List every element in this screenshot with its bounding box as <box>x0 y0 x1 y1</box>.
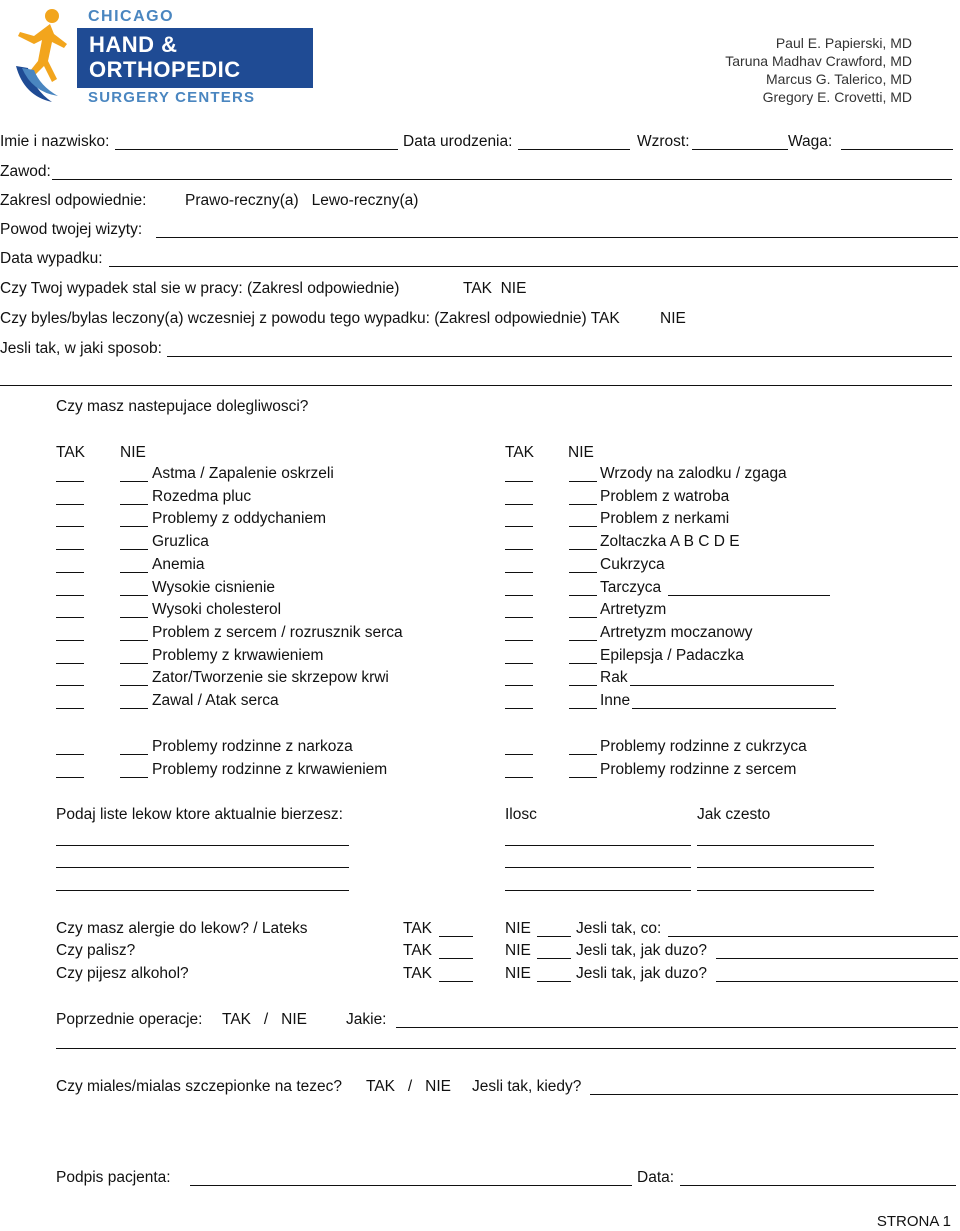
amount-field[interactable] <box>505 867 691 868</box>
occupation-label: Zawod: <box>0 163 51 180</box>
nie-blank[interactable] <box>120 504 148 505</box>
alcohol-followup: Jesli tak, jak duzo? <box>576 965 707 982</box>
prior-treatment-question: Czy byles/bylas leczony(a) wczesniej z powodu tego wypadku: (Zakresl odpowiednie) TAK <box>0 310 620 327</box>
height-label: Wzrost: <box>637 133 690 150</box>
medications-label: Podaj liste lekow ktore aktualnie bierzesz: <box>56 806 343 823</box>
logo-line-1: CHICAGO <box>88 8 175 25</box>
allergy-nie: NIE <box>505 920 531 937</box>
tetanus-question: Czy miales/mialas szczepionke na tezec? <box>56 1078 343 1095</box>
nie-blank[interactable] <box>120 640 148 641</box>
condition-label: Problem z nerkami <box>600 510 730 528</box>
doctor-name: Gregory E. Crovetti, MD <box>762 89 912 105</box>
dob-field[interactable] <box>518 149 630 150</box>
weight-label: Waga: <box>788 133 833 150</box>
condition-label: Problem z watroba <box>600 487 730 505</box>
tak-blank[interactable] <box>56 572 84 573</box>
allergy-detail-field[interactable] <box>668 936 958 937</box>
alcohol-nie-field[interactable] <box>537 981 571 982</box>
tak-blank[interactable] <box>505 481 533 482</box>
surgeries-options[interactable]: TAK / NIE <box>222 1011 307 1028</box>
surgeries-field[interactable] <box>396 1027 958 1028</box>
nie-header-left: NIE <box>120 444 146 461</box>
nie-blank[interactable] <box>569 754 597 755</box>
nie-blank[interactable] <box>569 481 597 482</box>
logo-box <box>77 28 313 88</box>
signature-label: Podpis pacjenta: <box>56 1169 171 1186</box>
condition-label: Problemy rodzinne z sercem <box>600 760 797 778</box>
work-accident-question: Czy Twoj wypadek stal sie w pracy: (Zakresl odpowiednie) <box>0 280 400 297</box>
conditions-question: Czy masz nastepujace dolegliwosci? <box>56 398 309 415</box>
nie-blank[interactable] <box>569 572 597 573</box>
doctor-name: Marcus G. Talerico, MD <box>766 71 912 87</box>
how-field-2[interactable] <box>0 385 952 386</box>
tetanus-when-label: Jesli tak, kiedy? <box>472 1078 582 1095</box>
nie-blank[interactable] <box>120 572 148 573</box>
weight-field[interactable] <box>841 149 953 150</box>
nie-blank[interactable] <box>120 617 148 618</box>
condition-label: Artretyzm <box>600 601 667 619</box>
smoking-amount-field[interactable] <box>716 958 958 959</box>
nie-blank[interactable] <box>569 617 597 618</box>
frequency-label: Jak czesto <box>697 806 771 823</box>
visit-reason-label: Powod twojej wizyty: <box>0 221 143 238</box>
tetanus-options[interactable]: TAK / NIE <box>366 1078 451 1095</box>
handedness-options[interactable]: Prawo-reczny(a) Lewo-reczny(a) <box>185 192 419 209</box>
nie-blank[interactable] <box>569 663 597 664</box>
tak-blank[interactable] <box>505 595 533 596</box>
nie-blank[interactable] <box>569 640 597 641</box>
tetanus-date-field[interactable] <box>590 1094 958 1095</box>
condition-detail-field[interactable] <box>630 685 834 686</box>
how-field[interactable] <box>167 356 952 357</box>
tak-blank[interactable] <box>56 777 84 778</box>
condition-detail-field[interactable] <box>632 708 836 709</box>
allergy-nie-field[interactable] <box>537 936 571 937</box>
tak-blank[interactable] <box>505 549 533 550</box>
signature-field[interactable] <box>190 1185 632 1186</box>
allergy-tak: TAK <box>403 920 432 937</box>
signature-date-field[interactable] <box>680 1185 956 1186</box>
condition-label: Gruzlica <box>152 533 209 551</box>
tak-blank[interactable] <box>56 595 84 596</box>
condition-label: Artretyzm moczanowy <box>600 623 753 641</box>
nie-blank[interactable] <box>569 504 597 505</box>
nie-blank[interactable] <box>569 685 597 686</box>
tak-blank[interactable] <box>505 685 533 686</box>
condition-label: Problemy z krwawieniem <box>152 646 324 664</box>
medication-field[interactable] <box>56 867 349 868</box>
condition-label: Zoltaczka A B C D E <box>600 533 740 551</box>
doctor-name: Taruna Madhav Crawford, MD <box>725 53 912 69</box>
logo-line-4: SURGERY CENTERS <box>88 89 256 106</box>
nie-blank[interactable] <box>120 549 148 550</box>
condition-label: Problemy rodzinne z cukrzyca <box>600 738 807 755</box>
work-accident-options[interactable]: TAK NIE <box>463 280 527 297</box>
nie-header-right: NIE <box>568 444 594 461</box>
smoking-tak: TAK <box>403 942 432 959</box>
surgeries-field-2[interactable] <box>56 1048 956 1049</box>
smoking-nie-field[interactable] <box>537 958 571 959</box>
nie-blank[interactable] <box>120 685 148 686</box>
tak-blank[interactable] <box>56 526 84 527</box>
tak-blank[interactable] <box>505 572 533 573</box>
condition-label: Rozedma pluc <box>152 487 252 505</box>
how-label: Jesli tak, w jaki sposob: <box>0 340 162 357</box>
condition-label: Anemia <box>152 555 205 573</box>
nie-blank[interactable] <box>120 481 148 482</box>
surgeries-label: Poprzednie operacje: <box>56 1011 203 1028</box>
nie-blank[interactable] <box>120 708 148 709</box>
medication-field[interactable] <box>56 845 349 846</box>
nie-blank[interactable] <box>569 526 597 527</box>
amount-label: Ilosc <box>505 806 537 823</box>
condition-detail-field[interactable] <box>668 595 830 596</box>
logo-line-2: HAND & <box>89 32 178 57</box>
nie-blank[interactable] <box>569 549 597 550</box>
tak-blank[interactable] <box>505 708 533 709</box>
tak-blank[interactable] <box>56 549 84 550</box>
handedness-label: Zakresl odpowiednie: <box>0 192 147 209</box>
smoking-followup: Jesli tak, jak duzo? <box>576 942 707 959</box>
tak-blank[interactable] <box>505 754 533 755</box>
condition-label: Wrzody na zalodku / zgaga <box>600 465 787 482</box>
tak-blank[interactable] <box>56 663 84 664</box>
condition-label: Problemy rodzinne z krwawieniem <box>152 760 388 778</box>
alcohol-tak-field[interactable] <box>439 981 473 982</box>
nie-blank[interactable] <box>120 595 148 596</box>
nie-blank[interactable] <box>120 526 148 527</box>
frequency-field[interactable] <box>697 845 874 846</box>
allergy-tak-field[interactable] <box>439 936 473 937</box>
tak-blank[interactable] <box>505 777 533 778</box>
condition-label: Inne <box>600 692 631 709</box>
amount-field[interactable] <box>505 890 691 891</box>
dob-label: Data urodzenia: <box>403 133 513 150</box>
person-logo-icon <box>12 6 72 106</box>
alcohol-tak: TAK <box>403 965 432 982</box>
tak-blank[interactable] <box>56 685 84 686</box>
name-field[interactable] <box>115 149 398 150</box>
name-label: Imie i nazwisko: <box>0 133 110 150</box>
prior-treatment-nie[interactable]: NIE <box>660 310 686 327</box>
tak-blank[interactable] <box>56 504 84 505</box>
tak-blank[interactable] <box>505 526 533 527</box>
alcohol-nie: NIE <box>505 965 531 982</box>
visit-reason-field[interactable] <box>156 237 958 238</box>
page-number: STRONA 1 <box>876 1213 951 1230</box>
nie-blank[interactable] <box>120 754 148 755</box>
tak-blank[interactable] <box>56 754 84 755</box>
tak-header-left: TAK <box>56 444 85 461</box>
alcohol-question: Czy pijesz alkohol? <box>56 965 189 982</box>
allergy-followup: Jesli tak, co: <box>576 920 662 937</box>
occupation-field[interactable] <box>52 179 952 180</box>
nie-blank[interactable] <box>120 663 148 664</box>
frequency-field[interactable] <box>697 867 874 868</box>
smoking-nie: NIE <box>505 942 531 959</box>
amount-field[interactable] <box>505 845 691 846</box>
nie-blank[interactable] <box>569 777 597 778</box>
condition-label: Tarczyca <box>600 578 662 596</box>
condition-label: Epilepsja / Padaczka <box>600 646 744 664</box>
logo-line-3: ORTHOPEDIC <box>89 57 241 82</box>
smoking-question: Czy palisz? <box>56 942 136 959</box>
condition-label: Zator/Tworzenie sie skrzepow krwi <box>152 669 389 687</box>
tak-blank[interactable] <box>505 617 533 618</box>
nie-blank[interactable] <box>120 777 148 778</box>
signature-date-label: Data: <box>637 1169 675 1186</box>
accident-date-field[interactable] <box>109 266 958 267</box>
alcohol-amount-field[interactable] <box>716 981 958 982</box>
condition-label: Wysoki cholesterol <box>152 601 282 619</box>
tak-blank[interactable] <box>56 640 84 641</box>
tak-blank[interactable] <box>56 617 84 618</box>
tak-header-right: TAK <box>505 444 534 461</box>
condition-label: Problemy z oddychaniem <box>152 510 327 528</box>
doctor-name: Paul E. Papierski, MD <box>775 35 912 51</box>
condition-label: Wysokie cisnienie <box>152 578 276 596</box>
allergy-question: Czy masz alergie do lekow? / Lateks <box>56 920 308 937</box>
accident-date-label: Data wypadku: <box>0 250 103 267</box>
smoking-tak-field[interactable] <box>439 958 473 959</box>
tak-blank[interactable] <box>56 708 84 709</box>
nie-blank[interactable] <box>569 708 597 709</box>
condition-label: Zawal / Atak serca <box>152 692 279 709</box>
medication-field[interactable] <box>56 890 349 891</box>
tak-blank[interactable] <box>505 663 533 664</box>
nie-blank[interactable] <box>569 595 597 596</box>
surgeries-which-label: Jakie: <box>346 1011 387 1028</box>
tak-blank[interactable] <box>505 640 533 641</box>
condition-label: Rak <box>600 669 628 687</box>
condition-label: Problemy rodzinne z narkoza <box>152 738 353 755</box>
condition-label: Astma / Zapalenie oskrzeli <box>152 465 334 482</box>
condition-label: Cukrzyca <box>600 555 665 573</box>
tak-blank[interactable] <box>56 481 84 482</box>
tak-blank[interactable] <box>505 504 533 505</box>
condition-label: Problem z sercem / rozrusznik serca <box>152 623 403 641</box>
height-field[interactable] <box>692 149 788 150</box>
frequency-field[interactable] <box>697 890 874 891</box>
